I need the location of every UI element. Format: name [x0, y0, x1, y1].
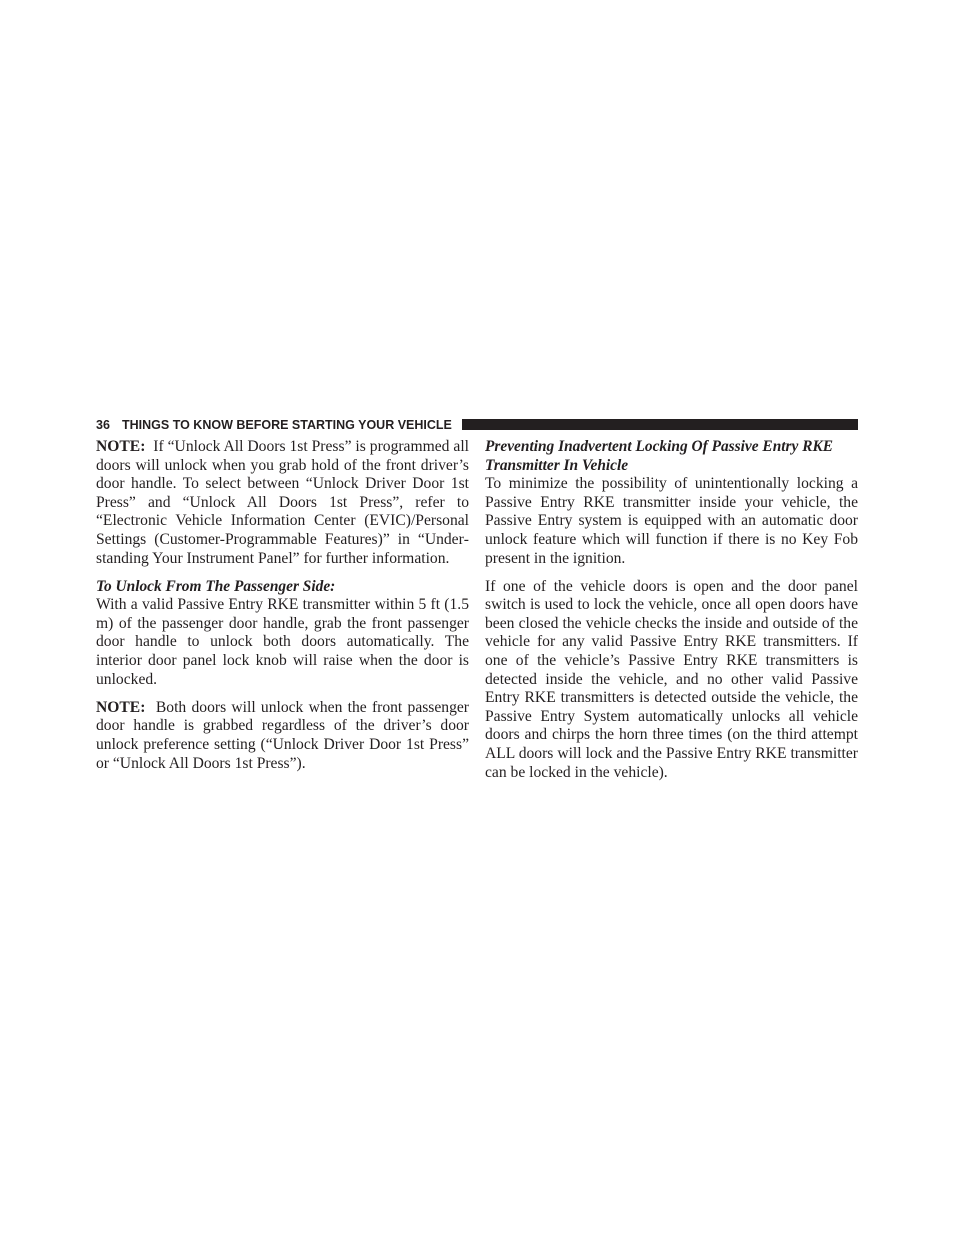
left-column — [96, 438, 469, 783]
note-text: If “Unlock All Doors 1st Press” is programmed all doors will unlock when you grab hold of the front driver’s door handle. To select between “Unlock Driver Door 1st Press” and “Unlock All Doors 1st Press”, refer to “Electronic Vehicle Information Center (EVIC)/Personal Settings (Customer-Programmable Features)” in “Understanding Your Instrument Panel” for further information. — [96, 438, 469, 567]
note-text: Both doors will unlock when the front passenger door handle is grabbed regardless of the driver’s door unlock preference setting (“Unlock Driver Door 1st Press” or “Unlock All Doors 1st Press”). — [96, 698, 470, 772]
note-label: NOTE: — [96, 438, 146, 455]
note-label: NOTE: — [96, 698, 146, 716]
body-paragraph: If one of the vehicle doors is open and the door panel switch is used to lock the vehicle, once all open doors have been closed the vehicle checks the inside and outside of the vehicle for any valid Passive Entry RKE transmitters. If one of the vehicle’s Passive Entry RKE transmitters is detected inside the vehicle, and no other valid Passive Entry RKE transmitters is detected outside the vehicle, the Passive Entry System automatically unlocks all vehicle doors and chirps the horn three times (on the third attempt ALL doors will lock and the Passive Entry RKE transmitter can be locked in the vehicle). — [485, 577, 858, 781]
body-paragraph: To minimize the possibility of unintentionally locking a Passive Entry RKE transmitter inside your vehicle, the Passive Entry system is equipped with an automatic door unlock feature which will function if there is no Key Fob present in the ignition. — [485, 475, 858, 567]
note-paragraph — [96, 699, 469, 773]
subsection-heading: Preventing Inadvertent Locking Of Passive Entry RKE Transmitter In Vehicle — [485, 438, 833, 474]
section-title: THINGS TO KNOW BEFORE STARTING YOUR VEHICLE — [122, 418, 452, 432]
right-column — [485, 438, 858, 792]
note-paragraph — [96, 438, 469, 568]
page-header — [96, 417, 858, 433]
subsection-heading: To Unlock From The Passenger Side: — [96, 577, 336, 595]
page-number: 36 — [96, 418, 110, 432]
header-rule-bar — [462, 419, 858, 430]
body-paragraph: With a valid Passive Entry RKE transmitter within 5 ft (1.5 m) of the passenger door handle, grab the front passenger door handle to unlock both doors automatically. The interior door panel lock knob will raise when the door is unlocked. — [96, 596, 469, 688]
